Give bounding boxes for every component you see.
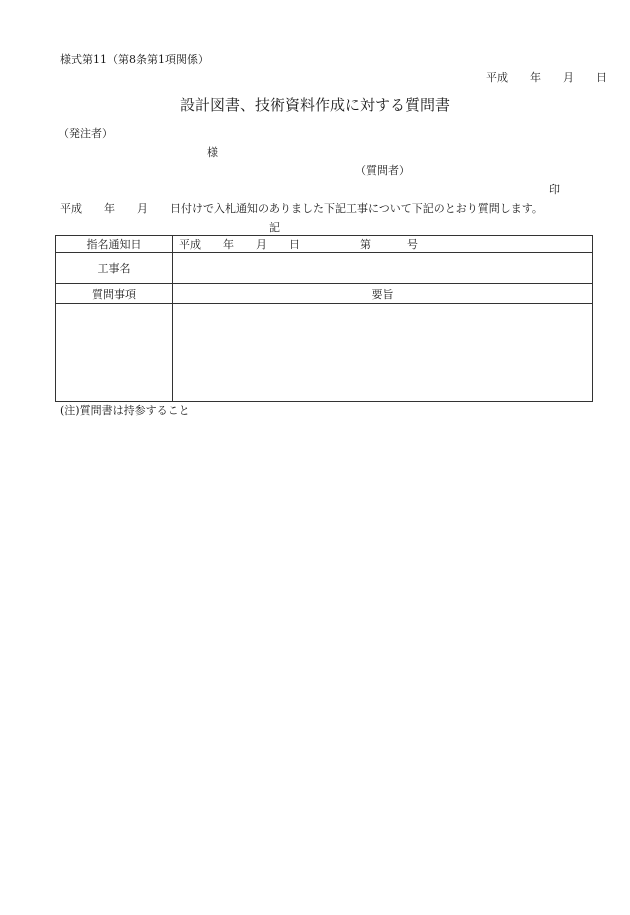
designation-day: 日 (289, 238, 300, 251)
designation-date-value[interactable] (173, 236, 593, 253)
note: (注)質問書は持参すること (60, 404, 190, 417)
intro-era: 平成 (60, 202, 82, 215)
questioner-label: （質問者） (355, 164, 410, 177)
designation-number-suffix: 号 (407, 238, 418, 251)
question-items-field[interactable] (56, 304, 173, 402)
form-number: 様式第11（第8条第1項関係） (60, 53, 209, 66)
header-date (486, 72, 607, 83)
intro-text: 日付けで入札通知のありました下記工事について下記のとおり質問します。 (170, 202, 543, 215)
summary-label: 要旨 (173, 284, 593, 304)
designation-era: 平成 (179, 238, 201, 251)
seal-mark: 印 (549, 183, 560, 196)
project-name-field[interactable] (173, 253, 593, 284)
designation-number-prefix: 第 (360, 238, 371, 251)
table-row (56, 253, 593, 284)
summary-field[interactable] (173, 304, 593, 402)
intro-sentence (60, 203, 543, 214)
document-title: 設計図書、技術資料作成に対する質問書 (179, 96, 450, 114)
table-row (56, 236, 593, 253)
header-date-era: 平成 (486, 71, 508, 84)
orderer-label: （発注者） (58, 127, 113, 140)
intro-month: 月 (137, 202, 148, 215)
orderer-honorific: 様 (207, 146, 218, 159)
table-row (56, 284, 593, 304)
question-table (55, 235, 593, 402)
intro-year: 年 (104, 202, 115, 215)
header-date-day: 日 (596, 71, 607, 84)
designation-year: 年 (223, 238, 234, 251)
project-name-label: 工事名 (56, 253, 173, 284)
designation-date-label: 指名通知日 (56, 236, 173, 253)
ki-heading: 記 (269, 221, 280, 234)
table-row (56, 304, 593, 402)
designation-month: 月 (256, 238, 267, 251)
header-date-year: 年 (530, 71, 541, 84)
header-date-month: 月 (563, 71, 574, 84)
question-items-label: 質問事項 (56, 284, 173, 304)
